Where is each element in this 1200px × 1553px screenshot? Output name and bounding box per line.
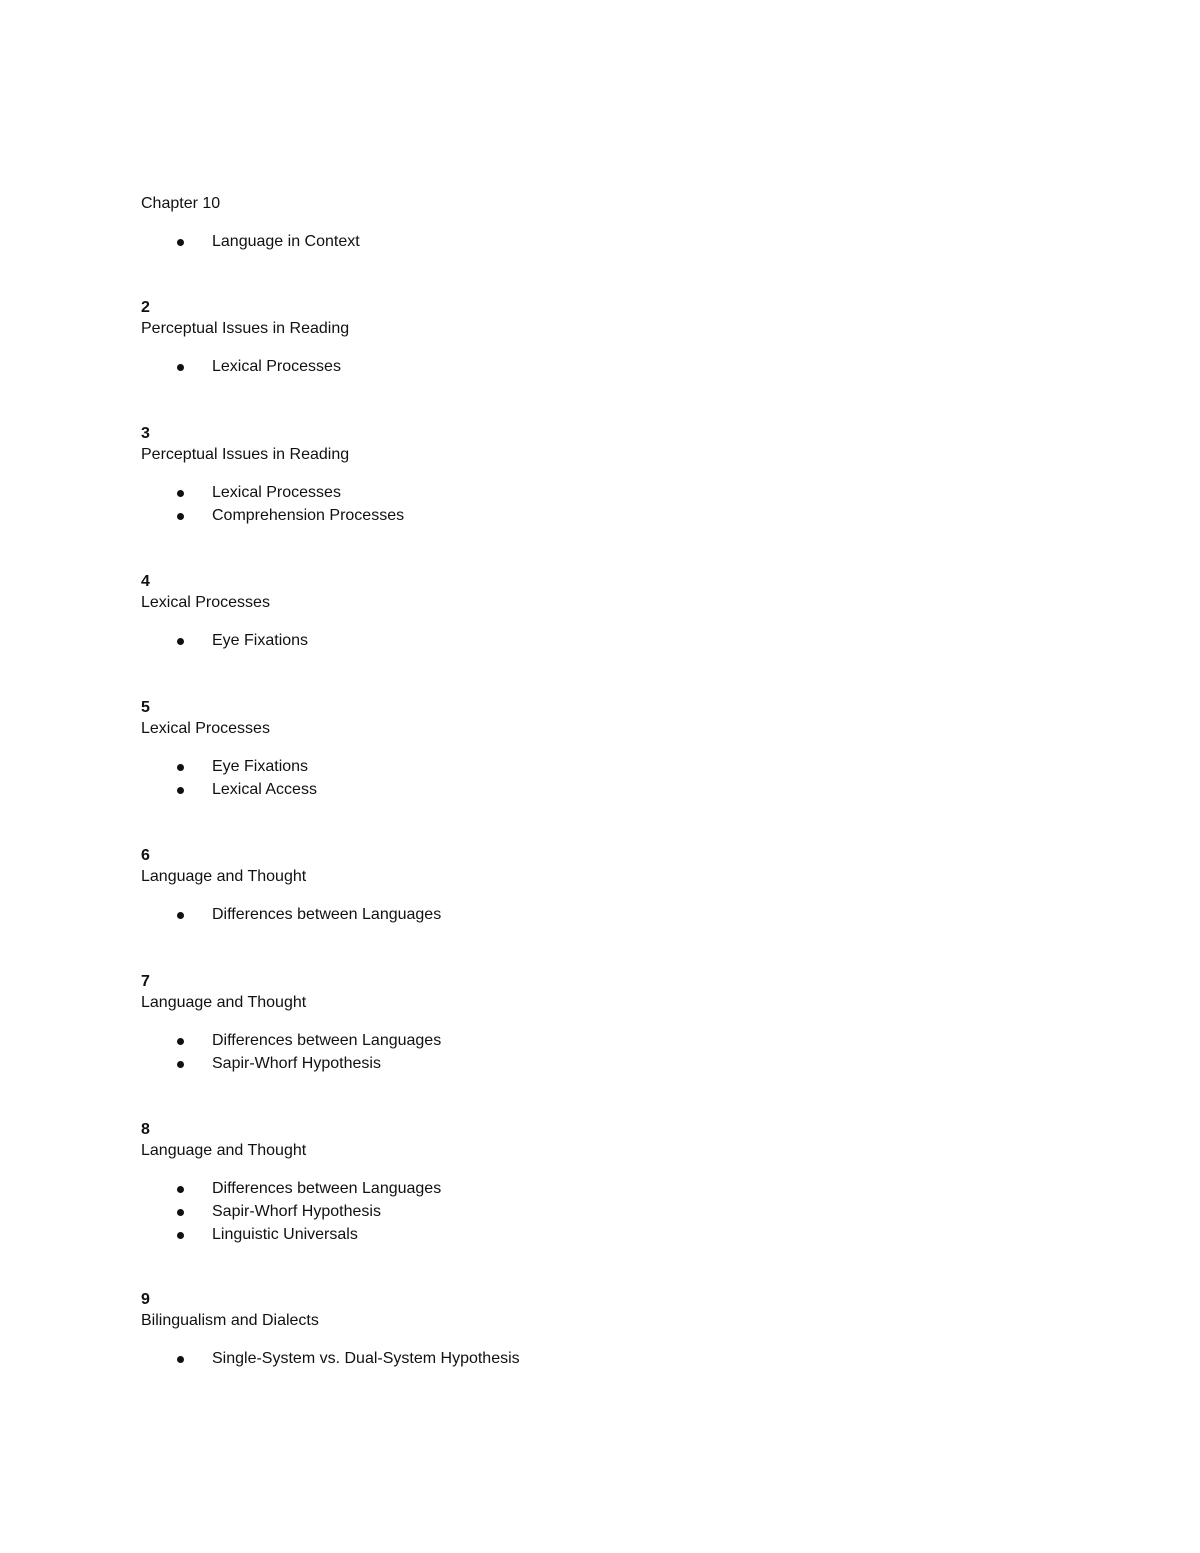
bullet-item <box>141 1349 941 1372</box>
slide-number: 2 <box>141 299 150 316</box>
bullet-text: Language in Context <box>212 233 360 250</box>
bullet-icon <box>177 1232 184 1239</box>
slide-section <box>141 572 941 654</box>
bullet-item <box>141 780 941 803</box>
slide-number: 5 <box>141 699 150 716</box>
bullet-text: Differences between Languages <box>212 1032 442 1049</box>
slide-title: Perceptual Issues in Reading <box>141 320 350 337</box>
bullet-item <box>141 506 941 529</box>
bullet-item <box>141 1225 941 1248</box>
slide-number: 6 <box>141 847 150 864</box>
bullet-icon <box>177 1061 184 1068</box>
slide-number: 4 <box>141 573 150 590</box>
slide-number: 9 <box>141 1291 150 1308</box>
bullet-item <box>141 483 941 506</box>
bullet-list <box>141 905 941 928</box>
bullet-text: Single-System vs. Dual-System Hypothesis <box>212 1350 520 1367</box>
slide-title: Lexical Processes <box>141 720 270 737</box>
bullet-text: Linguistic Universals <box>212 1226 358 1243</box>
bullet-icon <box>177 1209 184 1216</box>
bullet-item <box>141 357 941 380</box>
slide-number: 7 <box>141 973 150 990</box>
bullet-item <box>141 905 941 928</box>
bullet-list <box>141 357 941 380</box>
bullet-icon <box>177 1356 184 1363</box>
bullet-item <box>141 232 941 255</box>
bullet-text: Differences between Languages <box>212 906 442 923</box>
bullet-icon <box>177 513 184 520</box>
slide-number: 3 <box>141 425 150 442</box>
bullet-icon <box>177 1186 184 1193</box>
bullet-icon <box>177 490 184 497</box>
slide-number: 8 <box>141 1121 150 1138</box>
bullet-text: Eye Fixations <box>212 632 309 649</box>
slide-section <box>141 298 941 380</box>
bullet-text: Comprehension Processes <box>212 507 405 524</box>
slide-title: Perceptual Issues in Reading <box>141 446 350 463</box>
bullet-list <box>141 757 941 803</box>
bullet-list <box>141 631 941 654</box>
bullet-icon <box>177 239 184 246</box>
bullet-text: Eye Fixations <box>212 758 309 775</box>
bullet-item <box>141 1202 941 1225</box>
bullet-item <box>141 631 941 654</box>
slide-section <box>141 424 941 529</box>
bullet-text: Lexical Processes <box>212 358 341 375</box>
bullet-icon <box>177 638 184 645</box>
bullet-list <box>141 1349 941 1372</box>
bullet-item <box>141 1031 941 1054</box>
bullet-text: Sapir-Whorf Hypothesis <box>212 1055 381 1072</box>
slide-title: Language and Thought <box>141 994 307 1011</box>
slide-section <box>141 1290 941 1372</box>
bullet-icon <box>177 1038 184 1045</box>
chapter-title: Chapter 10 <box>141 195 221 212</box>
slide-section <box>141 972 941 1077</box>
bullet-list <box>141 483 941 529</box>
bullet-item <box>141 1054 941 1077</box>
bullet-text: Lexical Processes <box>212 484 341 501</box>
chapter-bullet-list <box>141 232 941 255</box>
bullet-text: Differences between Languages <box>212 1180 442 1197</box>
bullet-list <box>141 1031 941 1077</box>
slide-section <box>141 846 941 928</box>
bullet-icon <box>177 764 184 771</box>
slide-title: Language and Thought <box>141 868 307 885</box>
bullet-text: Lexical Access <box>212 781 317 798</box>
bullet-list <box>141 1179 941 1248</box>
slide-title: Bilingualism and Dialects <box>141 1312 319 1329</box>
bullet-icon <box>177 912 184 919</box>
slide-section <box>141 1120 941 1248</box>
bullet-icon <box>177 787 184 794</box>
bullet-item <box>141 1179 941 1202</box>
bullet-text: Sapir-Whorf Hypothesis <box>212 1203 381 1220</box>
slide-section <box>141 698 941 803</box>
bullet-item <box>141 757 941 780</box>
slide-title: Lexical Processes <box>141 594 270 611</box>
bullet-icon <box>177 364 184 371</box>
slide-title: Language and Thought <box>141 1142 307 1159</box>
